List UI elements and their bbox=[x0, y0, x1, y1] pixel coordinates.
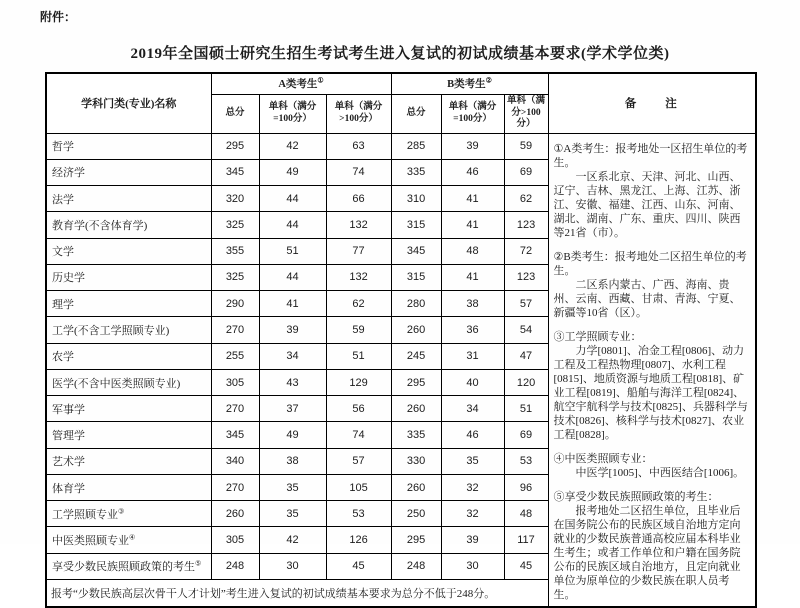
score-cell: 305 bbox=[211, 369, 259, 395]
remark-note-head: ②B类考生：报考地处二区招生单位的考生。 bbox=[553, 250, 747, 277]
subject-cell bbox=[46, 527, 211, 553]
subject-label: 文学 bbox=[52, 246, 74, 259]
score-cell: 345 bbox=[391, 238, 441, 264]
header-row-groups bbox=[46, 73, 756, 94]
score-cell: 45 bbox=[504, 553, 548, 579]
table-row bbox=[46, 133, 756, 159]
subject-label: 艺术学 bbox=[52, 456, 85, 469]
subject-label: 军事学 bbox=[52, 403, 85, 416]
score-cell: 270 bbox=[211, 317, 259, 343]
score-cell: 41 bbox=[441, 212, 504, 238]
col-header-a-single100: 单科（满分=100分） bbox=[259, 94, 326, 133]
score-cell: 325 bbox=[211, 212, 259, 238]
score-cell: 325 bbox=[211, 264, 259, 290]
table-body bbox=[46, 133, 756, 607]
score-cell: 44 bbox=[259, 264, 326, 290]
score-cell: 132 bbox=[326, 264, 391, 290]
subject-cell bbox=[46, 343, 211, 369]
subject-cell bbox=[46, 159, 211, 185]
score-cell: 31 bbox=[441, 343, 504, 369]
score-cell: 315 bbox=[391, 212, 441, 238]
score-cell: 260 bbox=[391, 396, 441, 422]
score-cell: 30 bbox=[259, 553, 326, 579]
score-cell: 295 bbox=[211, 133, 259, 159]
score-cell: 69 bbox=[504, 422, 548, 448]
score-cell: 62 bbox=[504, 186, 548, 212]
col-header-subject: 学科门类(专业)名称 bbox=[46, 73, 211, 133]
score-cell: 295 bbox=[391, 369, 441, 395]
score-cell: 35 bbox=[259, 501, 326, 527]
score-cell: 38 bbox=[441, 291, 504, 317]
score-cell: 310 bbox=[391, 186, 441, 212]
subject-cell bbox=[46, 474, 211, 500]
score-cell: 49 bbox=[259, 159, 326, 185]
remark-note-head: ①A类考生：报考地处一区招生单位的考生。 bbox=[553, 142, 748, 169]
score-cell: 32 bbox=[441, 501, 504, 527]
score-cell: 41 bbox=[441, 264, 504, 290]
score-cell: 315 bbox=[391, 264, 441, 290]
score-cell: 32 bbox=[441, 474, 504, 500]
score-cell: 260 bbox=[391, 317, 441, 343]
score-cell: 123 bbox=[504, 212, 548, 238]
subject-label: 经济学 bbox=[52, 167, 85, 180]
remark-note-body: 二区系内蒙古、广西、海南、贵州、云南、西藏、甘肃、青海、宁夏、新疆等10省（区）。 bbox=[553, 278, 741, 319]
score-cell: 38 bbox=[259, 448, 326, 474]
score-cell: 48 bbox=[504, 501, 548, 527]
col-header-b-single100: 单科（满分=100分） bbox=[441, 94, 504, 133]
score-cell: 255 bbox=[211, 343, 259, 369]
score-cell: 49 bbox=[259, 422, 326, 448]
subject-label: 工学照顾专业 bbox=[52, 508, 118, 521]
group-a-footnote-mark: ① bbox=[317, 76, 324, 85]
score-cell: 345 bbox=[211, 422, 259, 448]
score-cell: 117 bbox=[504, 527, 548, 553]
subject-footnote-mark: ④ bbox=[129, 533, 136, 542]
subject-label: 工学(不含工学照顾专业) bbox=[52, 324, 170, 337]
score-cell: 72 bbox=[504, 238, 548, 264]
subject-label: 哲学 bbox=[52, 141, 74, 154]
score-cell: 53 bbox=[326, 501, 391, 527]
subject-label: 中医类照顾专业 bbox=[52, 535, 129, 548]
score-cell: 320 bbox=[211, 186, 259, 212]
score-cell: 345 bbox=[211, 159, 259, 185]
score-cell: 66 bbox=[326, 186, 391, 212]
score-cell: 42 bbox=[259, 527, 326, 553]
page-title: 2019年全国硕士研究生招生考试考生进入复试的初试成绩基本要求(学术学位类) bbox=[130, 46, 670, 62]
col-header-b-single-over100: 单科（满分>100分） bbox=[504, 94, 548, 133]
score-cell: 63 bbox=[326, 133, 391, 159]
score-cell: 123 bbox=[504, 264, 548, 290]
score-cell: 46 bbox=[441, 422, 504, 448]
col-header-b-total: 总分 bbox=[391, 94, 441, 133]
subject-cell bbox=[46, 317, 211, 343]
subject-footnote-mark: ⑤ bbox=[195, 559, 202, 568]
score-cell: 245 bbox=[391, 343, 441, 369]
subject-label: 理学 bbox=[52, 298, 74, 311]
score-cell: 248 bbox=[211, 553, 259, 579]
remark-note bbox=[554, 452, 751, 480]
subject-label: 农学 bbox=[52, 351, 74, 364]
subject-cell bbox=[46, 448, 211, 474]
subject-label: 管理学 bbox=[52, 430, 85, 443]
score-cell: 335 bbox=[391, 159, 441, 185]
score-cell: 44 bbox=[259, 212, 326, 238]
score-cell: 335 bbox=[391, 422, 441, 448]
score-cell: 42 bbox=[259, 133, 326, 159]
subject-cell bbox=[46, 212, 211, 238]
score-cell: 51 bbox=[259, 238, 326, 264]
remarks-cell bbox=[548, 133, 756, 607]
subject-label: 医学(不含中医类照顾专业) bbox=[52, 377, 181, 390]
score-cell: 53 bbox=[504, 448, 548, 474]
score-cell: 270 bbox=[211, 474, 259, 500]
score-cell: 34 bbox=[259, 343, 326, 369]
subject-cell bbox=[46, 422, 211, 448]
score-cell: 340 bbox=[211, 448, 259, 474]
score-cell: 105 bbox=[326, 474, 391, 500]
score-cell: 57 bbox=[326, 448, 391, 474]
table-header bbox=[46, 73, 756, 133]
subject-cell bbox=[46, 238, 211, 264]
remark-note-body: 报考地处二区招生单位，且毕业后在国务院公布的民族区域自治地方定向就业的少数民族普通高校应届本科毕业生考生；或者工作单位和户籍在国务院公布的民族区域自治地方，且定向就业单位为原单位的少数民族在职人员考生。 bbox=[553, 504, 741, 601]
subject-label: 法学 bbox=[52, 193, 74, 206]
score-cell: 69 bbox=[504, 159, 548, 185]
remark-note-body: 一区系北京、天津、河北、山西、辽宁、吉林、黑龙江、上海、江苏、浙江、安徽、福建、江西、山东、河南、湖北、湖南、广东、重庆、四川、陕西等21省（市）。 bbox=[553, 170, 741, 239]
score-cell: 47 bbox=[504, 343, 548, 369]
score-cell: 51 bbox=[504, 396, 548, 422]
score-cell: 120 bbox=[504, 369, 548, 395]
score-cell: 54 bbox=[504, 317, 548, 343]
score-cell: 62 bbox=[326, 291, 391, 317]
score-cell: 35 bbox=[259, 474, 326, 500]
group-a-label: A类考生 bbox=[278, 79, 318, 91]
score-cell: 260 bbox=[211, 501, 259, 527]
subject-cell bbox=[46, 186, 211, 212]
score-cell: 41 bbox=[259, 291, 326, 317]
remark-note bbox=[554, 330, 751, 442]
col-header-group-b bbox=[391, 73, 548, 94]
score-cell: 39 bbox=[441, 527, 504, 553]
score-cell: 290 bbox=[211, 291, 259, 317]
score-cell: 56 bbox=[326, 396, 391, 422]
score-cell: 51 bbox=[326, 343, 391, 369]
score-cell: 285 bbox=[391, 133, 441, 159]
score-cell: 96 bbox=[504, 474, 548, 500]
subject-cell bbox=[46, 501, 211, 527]
remark-note bbox=[554, 142, 751, 240]
score-cell: 48 bbox=[441, 238, 504, 264]
score-cell: 132 bbox=[326, 212, 391, 238]
score-cell: 44 bbox=[259, 186, 326, 212]
subject-cell bbox=[46, 553, 211, 579]
col-header-group-a bbox=[211, 73, 391, 94]
subject-label: 教育学(不含体育学) bbox=[52, 219, 148, 232]
score-cell: 30 bbox=[441, 553, 504, 579]
score-cell: 280 bbox=[391, 291, 441, 317]
remark-note-body: 力学[0801]、冶金工程[0806]、动力工程及工程热物理[0807]、水利工程[0815]、地质资源与地质工程[0818]、矿业工程[0819]、船舶与海洋工程[0824]、航空宇航科学与技术[0825]、兵器科学与技术[0826]、核科学与技术[0827]、农业工程[0828]。 bbox=[553, 344, 748, 441]
score-cell: 74 bbox=[326, 159, 391, 185]
remark-note bbox=[554, 250, 751, 320]
subject-footnote-mark: ③ bbox=[118, 507, 125, 516]
subject-cell bbox=[46, 369, 211, 395]
score-cell: 250 bbox=[391, 501, 441, 527]
remark-note-head: ⑤享受少数民族照顾政策的考生： bbox=[553, 490, 719, 503]
score-cell: 129 bbox=[326, 369, 391, 395]
col-header-remark: 备 注 bbox=[548, 73, 756, 133]
score-cell: 74 bbox=[326, 422, 391, 448]
score-cell: 59 bbox=[326, 317, 391, 343]
score-cell: 35 bbox=[441, 448, 504, 474]
remark-note bbox=[554, 490, 751, 602]
score-cell: 260 bbox=[391, 474, 441, 500]
remark-note-head: ③工学照顾专业： bbox=[553, 330, 642, 343]
score-cell: 295 bbox=[391, 527, 441, 553]
score-cell: 330 bbox=[391, 448, 441, 474]
score-cell: 270 bbox=[211, 396, 259, 422]
score-cell: 305 bbox=[211, 527, 259, 553]
score-cell: 45 bbox=[326, 553, 391, 579]
score-cell: 40 bbox=[441, 369, 504, 395]
subject-label: 体育学 bbox=[52, 482, 85, 495]
score-cell: 57 bbox=[504, 291, 548, 317]
subject-cell bbox=[46, 133, 211, 159]
score-cell: 126 bbox=[326, 527, 391, 553]
score-cell: 59 bbox=[504, 133, 548, 159]
score-table bbox=[45, 72, 757, 608]
col-header-a-single-over100: 单科（满分>100分） bbox=[326, 94, 391, 133]
score-cell: 39 bbox=[441, 133, 504, 159]
score-cell: 36 bbox=[441, 317, 504, 343]
subject-cell bbox=[46, 264, 211, 290]
score-cell: 46 bbox=[441, 159, 504, 185]
remark-note-body: 中医学[1005]、中西医结合[1006]。 bbox=[575, 466, 745, 479]
score-cell: 39 bbox=[259, 317, 326, 343]
table-footer-note: 报考“少数民族高层次骨干人才计划”考生进入复试的初试成绩基本要求为总分不低于248分。 bbox=[46, 580, 548, 607]
remark-note-head: ④中医类照顾专业： bbox=[553, 452, 653, 465]
subject-label: 享受少数民族照顾政策的考生 bbox=[52, 561, 195, 574]
attachment-label: 附件： bbox=[40, 10, 77, 24]
col-header-a-total: 总分 bbox=[211, 94, 259, 133]
score-cell: 34 bbox=[441, 396, 504, 422]
score-cell: 77 bbox=[326, 238, 391, 264]
score-cell: 41 bbox=[441, 186, 504, 212]
score-cell: 43 bbox=[259, 369, 326, 395]
group-b-footnote-mark: ② bbox=[485, 76, 492, 85]
subject-cell bbox=[46, 291, 211, 317]
score-cell: 355 bbox=[211, 238, 259, 264]
score-cell: 37 bbox=[259, 396, 326, 422]
subject-label: 历史学 bbox=[52, 272, 85, 285]
score-cell: 248 bbox=[391, 553, 441, 579]
group-b-label: B类考生 bbox=[447, 79, 486, 91]
subject-cell bbox=[46, 396, 211, 422]
